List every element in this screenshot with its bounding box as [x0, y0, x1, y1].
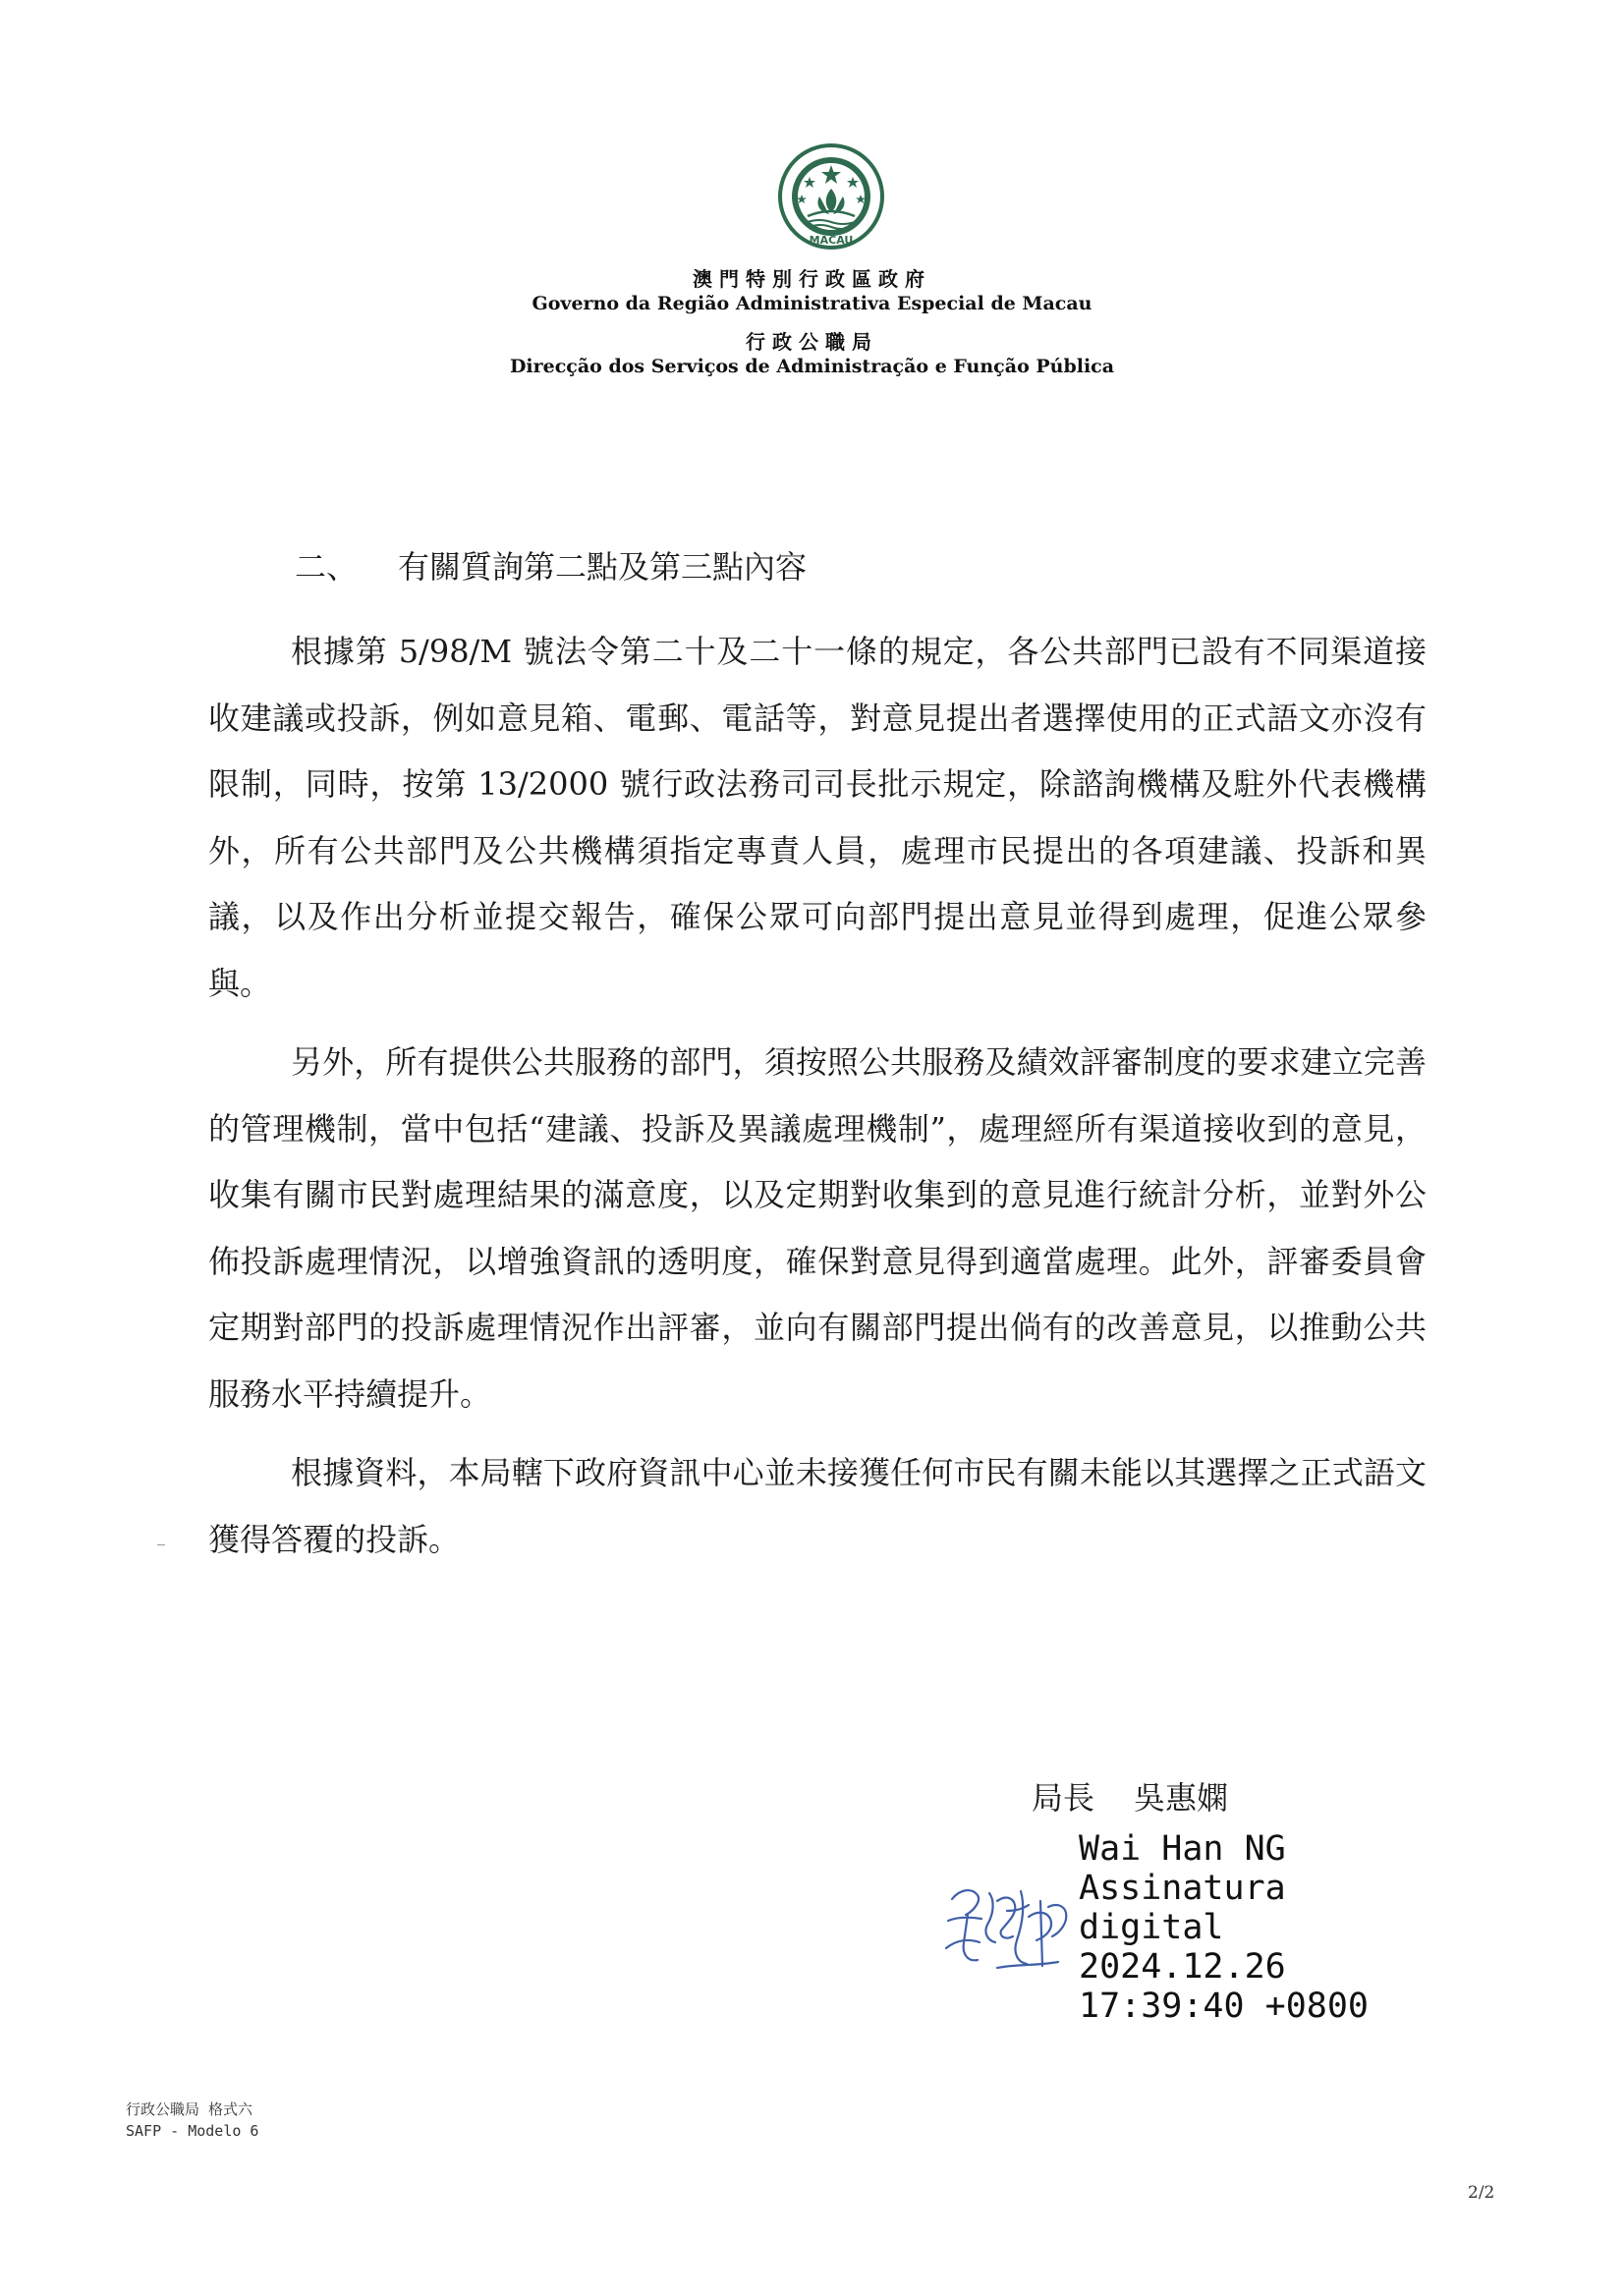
paragraph-2: 另外，所有提供公共服務的部門，須按照公共服務及績效評審制度的要求建立完善的管理機制，當中包括“建議、投訴及異議處理機制”，處理經所有渠道接收到的意見，收集有關市民對處理結果的滿意度，以及定期對收集到的意見進行統計分析，並對外公佈投訴處理情況，以增強資訊的透明度，確保對意見得到適當處理。此外，評審委員會定期對部門的投訴處理情況作出評審，並向有關部門提出倘有的改善意見，以推動公共服務水平持續提升。: [208, 1043, 1427, 1413]
paragraph-3: 根據資料，本局轄下政府資訊中心並未接獲任何市民有關未能以其選擇之正式語文獲得答覆的投訴。: [208, 1454, 1427, 1558]
digital-signature-block: [1079, 1829, 1369, 2026]
digital-signature-name: Wai Han NG: [1079, 1829, 1286, 1869]
paragraph-1: 根據第 5/98/M 號法令第二十及二十一條的規定，各公共部門已設有不同渠道接收建議或投訴，例如意見箱、電郵、電話等，對意見提出者選擇使用的正式語文亦沒有限制，同時，按第 13/2000 號行政法務司司長批示規定，除諮詢機構及駐外代表機構外，所有公共部門及公共機構須指定專責人員，處理市民提出的各項建議、投訴和異議，以及作出分析並提交報告，確保公眾可向部門提出意見並得到處理，促進公眾參與。: [208, 633, 1427, 1002]
digital-signature-label-2: digital: [1079, 1908, 1224, 1947]
form-code-portuguese: SAFP - Modelo 6: [126, 2122, 259, 2140]
handwritten-signature-icon: [938, 1872, 1076, 1985]
government-name-portuguese: Governo da Região Administrativa Especial de Macau: [532, 293, 1092, 314]
form-code: [126, 2099, 258, 2142]
digital-signature-date: 2024.12.26: [1079, 1947, 1286, 1987]
macau-emblem-icon: [762, 138, 900, 259]
section-number: 二、: [295, 548, 359, 586]
section-title: 有關質詢第二點及第三點內容: [398, 548, 808, 586]
signer-name: 吳惠嫻: [1134, 1779, 1229, 1817]
signer-title: 局長: [1032, 1779, 1095, 1817]
page-number: 2/2: [1468, 2183, 1495, 2203]
government-name-chinese: 澳門特別行政區政府: [693, 267, 931, 291]
digital-signature-time: 17:39:40 +0800: [1079, 1987, 1370, 2026]
section-heading: [295, 542, 807, 588]
department-name-portuguese: Direcção dos Serviços de Administração e Função Pública: [509, 356, 1115, 377]
emblem-text: MACAU: [809, 234, 854, 247]
department-name-chinese: 行政公職局: [746, 330, 878, 354]
body-text: [208, 619, 1427, 1586]
margin-mark: [157, 1544, 165, 1545]
digital-signature-label-1: Assinatura: [1079, 1869, 1286, 1908]
form-code-chinese: 行政公職局 格式六: [126, 2100, 253, 2118]
signer-block: [1032, 1773, 1228, 1819]
